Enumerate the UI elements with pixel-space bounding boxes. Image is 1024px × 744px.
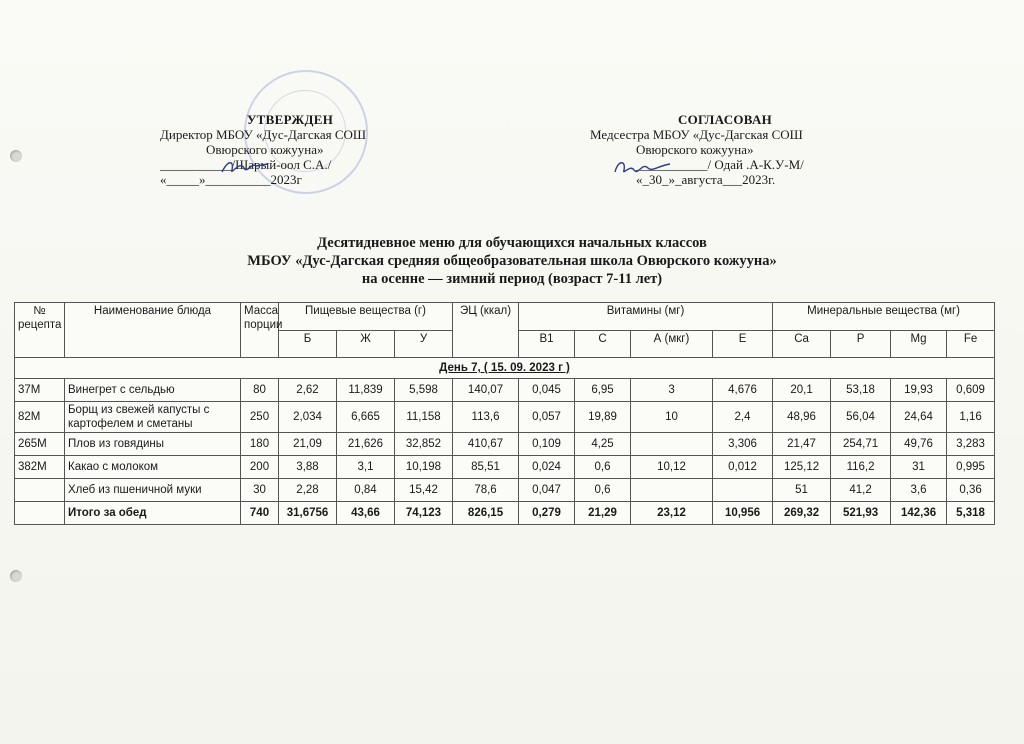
value-cell: 10,198 [395, 456, 453, 479]
header-energy: ЭЦ (ккал) [453, 303, 519, 358]
dish-name-cell: Какао с молоком [65, 456, 241, 479]
value-cell: 2,28 [279, 479, 337, 502]
approval-title: УТВЕРЖДЕН [246, 112, 334, 127]
value-cell: 0,279 [519, 502, 575, 525]
agreement-date-line: «_30_»_августа___2023г. [636, 172, 776, 187]
value-cell: 0,109 [519, 433, 575, 456]
approval-org: Овюрского кожууна» [206, 142, 324, 157]
value-cell: 11,158 [395, 402, 453, 433]
value-cell [631, 433, 713, 456]
table-row [15, 433, 995, 456]
value-cell: 3 [631, 379, 713, 402]
subheader-cell: Б [279, 330, 337, 358]
value-cell: 4,25 [575, 433, 631, 456]
value-cell: 3,306 [713, 433, 773, 456]
value-cell: 19,93 [891, 379, 947, 402]
dish-name-cell: Винегрет с сельдью [65, 379, 241, 402]
value-cell: 49,76 [891, 433, 947, 456]
value-cell: 740 [241, 502, 279, 525]
value-cell: 0,609 [947, 379, 995, 402]
recipe-number-cell: 265М [15, 433, 65, 456]
subheader-cell: У [395, 330, 453, 358]
subheader-cell: Е [713, 330, 773, 358]
value-cell: 0,6 [575, 479, 631, 502]
menu-table [14, 302, 995, 525]
value-cell: 116,2 [831, 456, 891, 479]
header-minerals: Минеральные вещества (мг) [773, 303, 995, 331]
table-row [15, 379, 995, 402]
value-cell: 56,04 [831, 402, 891, 433]
approval-signature-line: ___________/Шарый-оол С.А./ [160, 157, 332, 172]
value-cell: 78,6 [453, 479, 519, 502]
value-cell: 3,283 [947, 433, 995, 456]
approval-position: Директор МБОУ «Дус-Дагская СОШ [160, 127, 367, 142]
header-dish-name: Наименование блюда [65, 303, 241, 358]
heading-line-3: на осенне — зимний период (возраст 7-11 лет) [361, 271, 663, 287]
value-cell: 10,956 [713, 502, 773, 525]
header-nutrients: Пищевые вещества (г) [279, 303, 453, 331]
value-cell: 180 [241, 433, 279, 456]
value-cell: 6,665 [337, 402, 395, 433]
agreement-signature-line: ___________/ Одай .А-К.У-М/ [636, 157, 804, 172]
value-cell: 125,12 [773, 456, 831, 479]
value-cell: 21,626 [337, 433, 395, 456]
value-cell: 23,12 [631, 502, 713, 525]
value-cell: 41,2 [831, 479, 891, 502]
value-cell: 0,045 [519, 379, 575, 402]
value-cell: 11,839 [337, 379, 395, 402]
nurse-signature [612, 158, 672, 180]
value-cell: 21,29 [575, 502, 631, 525]
value-cell: 48,96 [773, 402, 831, 433]
value-cell: 15,42 [395, 479, 453, 502]
value-cell: 10 [631, 402, 713, 433]
document-heading [0, 234, 1024, 288]
value-cell: 0,84 [337, 479, 395, 502]
total-row [15, 502, 995, 525]
header-portion-mass: Масса порции [241, 303, 279, 358]
heading-line-1: Десятидневное меню для обучающихся начальных классов [317, 235, 707, 251]
value-cell: 0,36 [947, 479, 995, 502]
subheader-cell: В1 [519, 330, 575, 358]
subheader-cell: С [575, 330, 631, 358]
recipe-number-cell: 382М [15, 456, 65, 479]
subheader-cell: А (мкг) [631, 330, 713, 358]
value-cell: 10,12 [631, 456, 713, 479]
value-cell: 2,4 [713, 402, 773, 433]
value-cell: 200 [241, 456, 279, 479]
value-cell: 6,95 [575, 379, 631, 402]
agreement-position: Медсестра МБОУ «Дус-Дагская СОШ [590, 127, 803, 142]
table-row [15, 479, 995, 502]
value-cell [713, 479, 773, 502]
value-cell: 19,89 [575, 402, 631, 433]
value-cell: 2,62 [279, 379, 337, 402]
value-cell: 254,71 [831, 433, 891, 456]
dish-name-cell: Борщ из свежей капусты с картофелем и сметаны [65, 402, 241, 433]
value-cell: 31,6756 [279, 502, 337, 525]
table-row [15, 456, 995, 479]
heading-line-2: МБОУ «Дус-Дагская средняя общеобразовательная школа Овюрского кожууна» [247, 253, 777, 269]
value-cell: 31 [891, 456, 947, 479]
value-cell: 74,123 [395, 502, 453, 525]
value-cell: 21,47 [773, 433, 831, 456]
day-row [15, 358, 995, 379]
value-cell: 410,67 [453, 433, 519, 456]
binder-hole [10, 570, 22, 582]
value-cell: 0,995 [947, 456, 995, 479]
value-cell: 53,18 [831, 379, 891, 402]
value-cell [631, 479, 713, 502]
recipe-number-cell: 82М [15, 402, 65, 433]
dish-name-cell: Итого за обед [65, 502, 241, 525]
value-cell: 80 [241, 379, 279, 402]
value-cell: 3,1 [337, 456, 395, 479]
value-cell: 140,07 [453, 379, 519, 402]
binder-hole [10, 150, 22, 162]
value-cell: 521,93 [831, 502, 891, 525]
director-signature [220, 156, 270, 178]
table-header-row [15, 303, 995, 331]
value-cell: 826,15 [453, 502, 519, 525]
value-cell: 21,09 [279, 433, 337, 456]
subheader-cell: P [831, 330, 891, 358]
dish-name-cell: Плов из говядины [65, 433, 241, 456]
subheader-cell: Ж [337, 330, 395, 358]
value-cell: 0,012 [713, 456, 773, 479]
value-cell: 43,66 [337, 502, 395, 525]
header-recipe-number: № рецепта [15, 303, 65, 358]
value-cell: 51 [773, 479, 831, 502]
value-cell: 32,852 [395, 433, 453, 456]
value-cell: 1,16 [947, 402, 995, 433]
value-cell: 20,1 [773, 379, 831, 402]
day-label: День 7, ( 15. 09. 2023 г ) [15, 358, 995, 379]
subheader-cell: Fe [947, 330, 995, 358]
recipe-number-cell: 37М [15, 379, 65, 402]
value-cell: 0,024 [519, 456, 575, 479]
value-cell: 30 [241, 479, 279, 502]
header-vitamins: Витамины (мг) [519, 303, 773, 331]
value-cell: 3,88 [279, 456, 337, 479]
subheader-cell: Ca [773, 330, 831, 358]
value-cell: 0,6 [575, 456, 631, 479]
value-cell: 0,047 [519, 479, 575, 502]
approval-block [160, 112, 420, 187]
value-cell: 5,598 [395, 379, 453, 402]
value-cell: 3,6 [891, 479, 947, 502]
value-cell: 142,36 [891, 502, 947, 525]
agreement-title: СОГЛАСОВАН [677, 112, 773, 127]
approval-date-line: «_____»__________2023г [160, 172, 302, 187]
agreement-org: Овюрского кожууна» [636, 142, 754, 157]
value-cell: 2,034 [279, 402, 337, 433]
value-cell: 0,057 [519, 402, 575, 433]
value-cell: 85,51 [453, 456, 519, 479]
value-cell: 269,32 [773, 502, 831, 525]
value-cell: 24,64 [891, 402, 947, 433]
value-cell: 4,676 [713, 379, 773, 402]
recipe-number-cell [15, 502, 65, 525]
table-row [15, 402, 995, 433]
dish-name-cell: Хлеб из пшеничной муки [65, 479, 241, 502]
value-cell: 113,6 [453, 402, 519, 433]
recipe-number-cell [15, 479, 65, 502]
subheader-cell: Mg [891, 330, 947, 358]
value-cell: 250 [241, 402, 279, 433]
value-cell: 5,318 [947, 502, 995, 525]
